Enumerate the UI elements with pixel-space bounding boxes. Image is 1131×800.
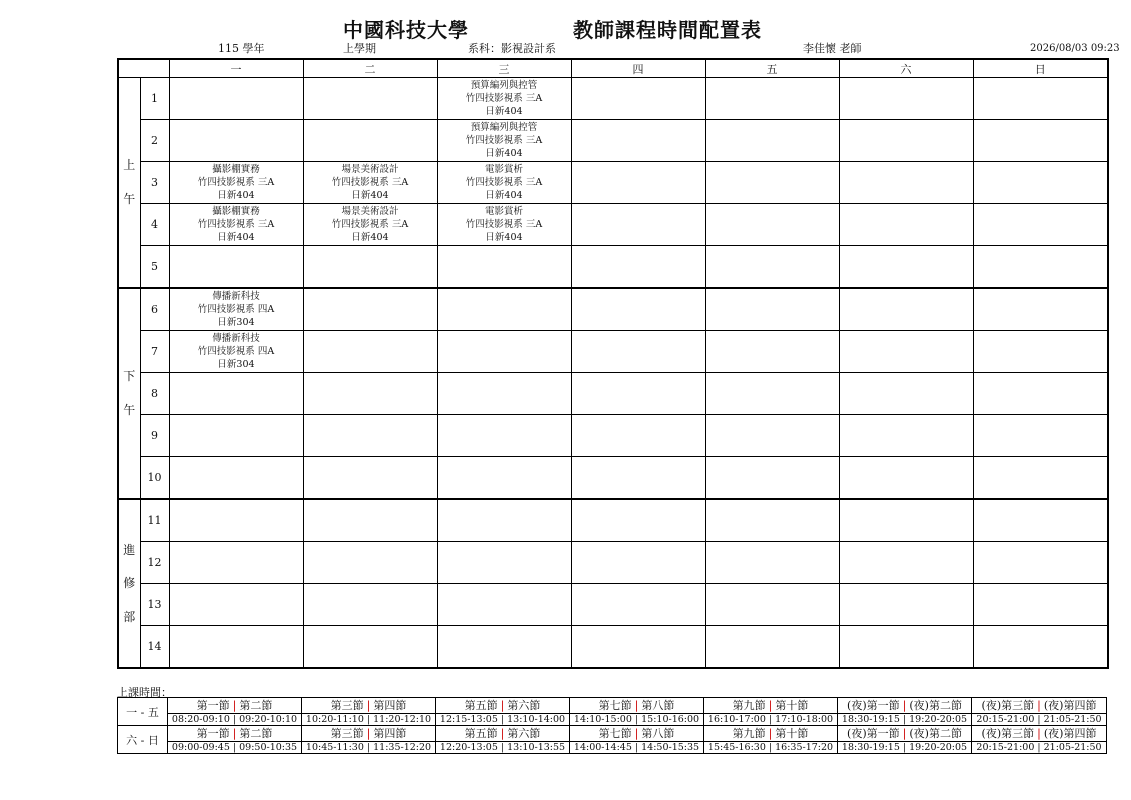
period-label: 第四節 (373, 727, 407, 740)
period-row (118, 331, 1108, 373)
separator: | (634, 727, 639, 740)
separator: | (500, 727, 505, 740)
timetable-cell (705, 120, 839, 162)
timetable-cell (571, 415, 705, 457)
day-header: 五 (705, 59, 839, 78)
timetable-cell (839, 246, 973, 289)
timetable-cell (437, 120, 571, 162)
period-pair (838, 726, 972, 742)
timetable-cell (973, 499, 1108, 542)
day-range: 六 - 日 (118, 726, 168, 754)
schedule-label: 上課時間： (117, 686, 172, 699)
teacher-name: 李佳懷 老師 (803, 42, 862, 55)
period-number: 3 (140, 162, 169, 204)
class-group: 竹四技影視系 三A (465, 219, 543, 230)
timetable-cell (973, 162, 1108, 204)
period-label: 第七節 (598, 699, 632, 712)
timetable-cell (437, 78, 571, 120)
period-label: 第二節 (239, 727, 273, 740)
timetable-cell (303, 204, 437, 246)
section-label: 下 午 (118, 288, 140, 499)
timetable-cell (839, 162, 973, 204)
timetable-cell (571, 331, 705, 373)
timetable-cell (169, 415, 303, 457)
timetable-cell (705, 584, 839, 626)
timetable-cell (705, 162, 839, 204)
class-group: 竹四技影視系 四A (197, 304, 275, 315)
timetable-cell (571, 626, 705, 669)
period-times: 20:15-21:00 | 21:05-21:50 (972, 714, 1107, 726)
period-number: 5 (140, 246, 169, 289)
course-name: 傳播新科技 (212, 291, 260, 302)
period-label: 第一節 (196, 727, 230, 740)
separator: | (768, 699, 773, 712)
period-label: (夜)第四節 (1043, 727, 1097, 740)
period-number: 12 (140, 542, 169, 584)
timetable-cell (303, 626, 437, 669)
corner-cell (118, 59, 169, 78)
period-label: 第六節 (507, 727, 541, 740)
timetable-cell (303, 542, 437, 584)
period-label: (夜)第二節 (909, 727, 962, 740)
timetable-cell (437, 415, 571, 457)
period-number: 2 (140, 120, 169, 162)
period-row (118, 288, 1108, 331)
timetable-cell (705, 415, 839, 457)
class-group: 竹四技影視系 三A (465, 135, 543, 146)
period-label: (夜)第二節 (909, 699, 962, 712)
timetable-cell (839, 626, 973, 669)
room: 日新304 (217, 359, 255, 370)
room: 日新404 (485, 106, 523, 117)
timetable-grid (117, 58, 1109, 669)
period-label: 第九節 (732, 699, 766, 712)
timetable-cell (169, 162, 303, 204)
course-name: 傳播新科技 (212, 333, 260, 344)
timetable-cell (303, 288, 437, 331)
period-row (118, 246, 1108, 289)
class-time-table (117, 697, 1107, 754)
course-name: 預算編列與控管 (470, 80, 538, 91)
period-pair (168, 698, 302, 714)
period-number: 4 (140, 204, 169, 246)
period-times: 15:45-16:30 | 16:35-17:20 (704, 742, 838, 754)
course-name: 預算編列與控管 (470, 122, 538, 133)
period-label: 第五節 (464, 727, 498, 740)
period-label: 第十節 (775, 699, 809, 712)
period-label: 第十節 (775, 727, 809, 740)
timetable-cell (303, 246, 437, 289)
period-row (118, 626, 1108, 669)
timetable-cell (571, 457, 705, 500)
timetable-cell (973, 78, 1108, 120)
room: 日新404 (351, 190, 389, 201)
separator: | (902, 727, 907, 740)
period-pair (436, 726, 570, 742)
timetable-cell (303, 78, 437, 120)
class-group: 竹四技影視系 三A (331, 219, 409, 230)
period-number: 1 (140, 78, 169, 120)
period-number: 13 (140, 584, 169, 626)
day-header: 二 (303, 59, 437, 78)
period-pair (838, 698, 972, 714)
period-label: 第三節 (330, 727, 364, 740)
period-row (118, 373, 1108, 415)
timetable-cell (571, 499, 705, 542)
separator: | (902, 699, 907, 712)
schedule-row (118, 698, 1107, 714)
class-group: 竹四技影視系 三A (465, 93, 543, 104)
room: 日新304 (217, 317, 255, 328)
separator: | (500, 699, 505, 712)
period-number: 7 (140, 331, 169, 373)
course-name: 攝影棚實務 (212, 206, 260, 217)
period-label: (夜)第一節 (847, 699, 900, 712)
timetable-cell (839, 204, 973, 246)
period-row (118, 120, 1108, 162)
timetable-cell (169, 288, 303, 331)
timetable-cell (973, 331, 1108, 373)
period-times: 10:20-11:10 | 11:20-12:10 (302, 714, 436, 726)
timetable-cell (839, 584, 973, 626)
period-number: 9 (140, 415, 169, 457)
period-number: 14 (140, 626, 169, 669)
period-label: 第七節 (598, 727, 632, 740)
timetable-cell (303, 373, 437, 415)
period-pair (704, 726, 838, 742)
timetable-cell (169, 499, 303, 542)
separator: | (232, 727, 237, 740)
period-row (118, 204, 1108, 246)
timetable-cell (705, 204, 839, 246)
period-number: 6 (140, 288, 169, 331)
timetable-cell (437, 584, 571, 626)
period-times: 12:15-13:05 | 13:10-14:00 (436, 714, 570, 726)
timetable-cell (437, 204, 571, 246)
schedule-time-row (118, 714, 1107, 726)
section-label: 進 修 部 (118, 499, 140, 668)
period-pair (302, 726, 436, 742)
timetable-cell (303, 120, 437, 162)
timetable-cell (839, 542, 973, 584)
period-pair (972, 726, 1107, 742)
timetable-cell (437, 626, 571, 669)
course-name: 攝影棚實務 (212, 164, 260, 175)
day-range: 一 - 五 (118, 698, 168, 726)
timetable-cell (437, 542, 571, 584)
separator: | (768, 727, 773, 740)
timetable-cell (705, 78, 839, 120)
period-times: 18:30-19:15 | 19:20-20:05 (838, 714, 972, 726)
timetable-cell (973, 373, 1108, 415)
period-label: (夜)第四節 (1043, 699, 1097, 712)
room: 日新404 (351, 232, 389, 243)
class-group: 竹四技影視系 三A (331, 177, 409, 188)
timetable-cell (303, 415, 437, 457)
timetable-cell (973, 246, 1108, 289)
timetable-cell (705, 373, 839, 415)
period-pair (570, 726, 704, 742)
period-times: 10:45-11:30 | 11:35-12:20 (302, 742, 436, 754)
course-name: 場景美術設計 (341, 164, 399, 175)
period-label: 第三節 (330, 699, 364, 712)
period-times: 12:20-13:05 | 13:10-13:55 (436, 742, 570, 754)
document-title: 教師課程時間配置表 (573, 18, 762, 42)
academic-year: 115 學年 (218, 42, 265, 55)
timetable-cell (705, 542, 839, 584)
separator: | (1037, 727, 1041, 740)
timetable-cell (303, 162, 437, 204)
period-row (118, 499, 1108, 542)
timetable-cell (705, 457, 839, 500)
separator: | (232, 699, 237, 712)
timetable-cell (839, 457, 973, 500)
period-pair (704, 698, 838, 714)
period-pair (972, 698, 1107, 714)
timetable-cell (973, 204, 1108, 246)
day-header: 六 (839, 59, 973, 78)
section-label: 上 午 (118, 78, 140, 289)
period-row (118, 415, 1108, 457)
timetable-cell (169, 626, 303, 669)
timetable-cell (705, 288, 839, 331)
semester: 上學期 (343, 42, 376, 55)
day-header: 四 (571, 59, 705, 78)
period-times: 18:30-19:15 | 19:20-20:05 (838, 742, 972, 754)
period-label: (夜)第三節 (981, 699, 1035, 712)
timetable-cell (169, 331, 303, 373)
room: 日新404 (485, 148, 523, 159)
timetable-cell (973, 415, 1108, 457)
timetable-cell (973, 120, 1108, 162)
timetable-cell (303, 584, 437, 626)
period-number: 11 (140, 499, 169, 542)
timetable-cell (571, 204, 705, 246)
timetable-cell (571, 246, 705, 289)
timetable-cell (169, 204, 303, 246)
separator: | (366, 699, 371, 712)
period-pair (302, 698, 436, 714)
timetable-cell (571, 584, 705, 626)
timetable-cell (839, 120, 973, 162)
room: 日新404 (485, 190, 523, 201)
period-times: 08:20-09:10 | 09:20-10:10 (168, 714, 302, 726)
class-group: 竹四技影視系 三A (197, 219, 275, 230)
timetable-cell (437, 331, 571, 373)
day-header-row (118, 59, 1108, 78)
timetable-cell (571, 542, 705, 584)
period-times: 14:10-15:00 | 15:10-16:00 (570, 714, 704, 726)
schedule-row (118, 726, 1107, 742)
timetable-cell (705, 626, 839, 669)
timetable-cell (437, 457, 571, 500)
timetable-cell (705, 331, 839, 373)
timetable-cell (705, 246, 839, 289)
course-name: 場景美術設計 (341, 206, 399, 217)
period-row (118, 162, 1108, 204)
period-label: (夜)第三節 (981, 727, 1035, 740)
timetable-cell (437, 288, 571, 331)
timetable-cell (437, 246, 571, 289)
timetable-cell (705, 499, 839, 542)
class-group: 竹四技影視系 四A (197, 346, 275, 357)
class-group: 竹四技影視系 三A (465, 177, 543, 188)
period-label: 第六節 (507, 699, 541, 712)
period-label: 第五節 (464, 699, 498, 712)
period-number: 8 (140, 373, 169, 415)
timetable-cell (839, 288, 973, 331)
timetable-cell (973, 457, 1108, 500)
day-header: 一 (169, 59, 303, 78)
day-header: 三 (437, 59, 571, 78)
timetable-cell (169, 78, 303, 120)
timetable-cell (571, 288, 705, 331)
period-times: 09:00-09:45 | 09:50-10:35 (168, 742, 302, 754)
period-number: 10 (140, 457, 169, 500)
timetable-cell (973, 542, 1108, 584)
period-row (118, 542, 1108, 584)
timetable-cell (169, 457, 303, 500)
timetable-cell (437, 162, 571, 204)
timetable-cell (839, 331, 973, 373)
room: 日新404 (217, 232, 255, 243)
room: 日新404 (217, 190, 255, 201)
timetable-cell (973, 626, 1108, 669)
separator: | (366, 727, 371, 740)
class-group: 竹四技影視系 三A (197, 177, 275, 188)
timetable-cell (169, 120, 303, 162)
timetable-cell (839, 415, 973, 457)
school-name: 中國科技大學 (343, 18, 469, 42)
day-header: 日 (973, 59, 1108, 78)
period-row (118, 584, 1108, 626)
room: 日新404 (485, 232, 523, 243)
period-times: 16:10-17:00 | 17:10-18:00 (704, 714, 838, 726)
period-pair (570, 698, 704, 714)
separator: | (634, 699, 639, 712)
period-label: 第四節 (373, 699, 407, 712)
timetable-cell (973, 288, 1108, 331)
period-label: (夜)第一節 (847, 727, 900, 740)
separator: | (1037, 699, 1041, 712)
timetable-cell (839, 373, 973, 415)
period-label: 第八節 (641, 699, 675, 712)
timetable-cell (571, 78, 705, 120)
timetable-cell (437, 373, 571, 415)
period-row (118, 78, 1108, 120)
timetable-cell (571, 120, 705, 162)
timetable-cell (571, 373, 705, 415)
timetable-cell (303, 457, 437, 500)
period-pair (436, 698, 570, 714)
period-pair (168, 726, 302, 742)
timetable-cell (169, 246, 303, 289)
timetable-cell (169, 584, 303, 626)
period-row (118, 457, 1108, 500)
timetable-cell (839, 499, 973, 542)
timetable-cell (571, 162, 705, 204)
course-name: 電影賞析 (484, 206, 523, 217)
course-name: 電影賞析 (484, 164, 523, 175)
timetable-cell (437, 499, 571, 542)
print-timestamp: 2026/08/03 09:23 (1030, 43, 1120, 54)
timetable-cell (973, 584, 1108, 626)
timetable-cell (169, 542, 303, 584)
department: 系科：影視設計系 (468, 42, 556, 55)
period-label: 第二節 (239, 699, 273, 712)
timetable-cell (303, 499, 437, 542)
schedule-time-row (118, 742, 1107, 754)
period-label: 第九節 (732, 727, 766, 740)
period-label: 第一節 (196, 699, 230, 712)
period-times: 14:00-14:45 | 14:50-15:35 (570, 742, 704, 754)
timetable-cell (303, 331, 437, 373)
timetable-cell (839, 78, 973, 120)
period-label: 第八節 (641, 727, 675, 740)
period-times: 20:15-21:00 | 21:05-21:50 (972, 742, 1107, 754)
timetable-cell (169, 373, 303, 415)
